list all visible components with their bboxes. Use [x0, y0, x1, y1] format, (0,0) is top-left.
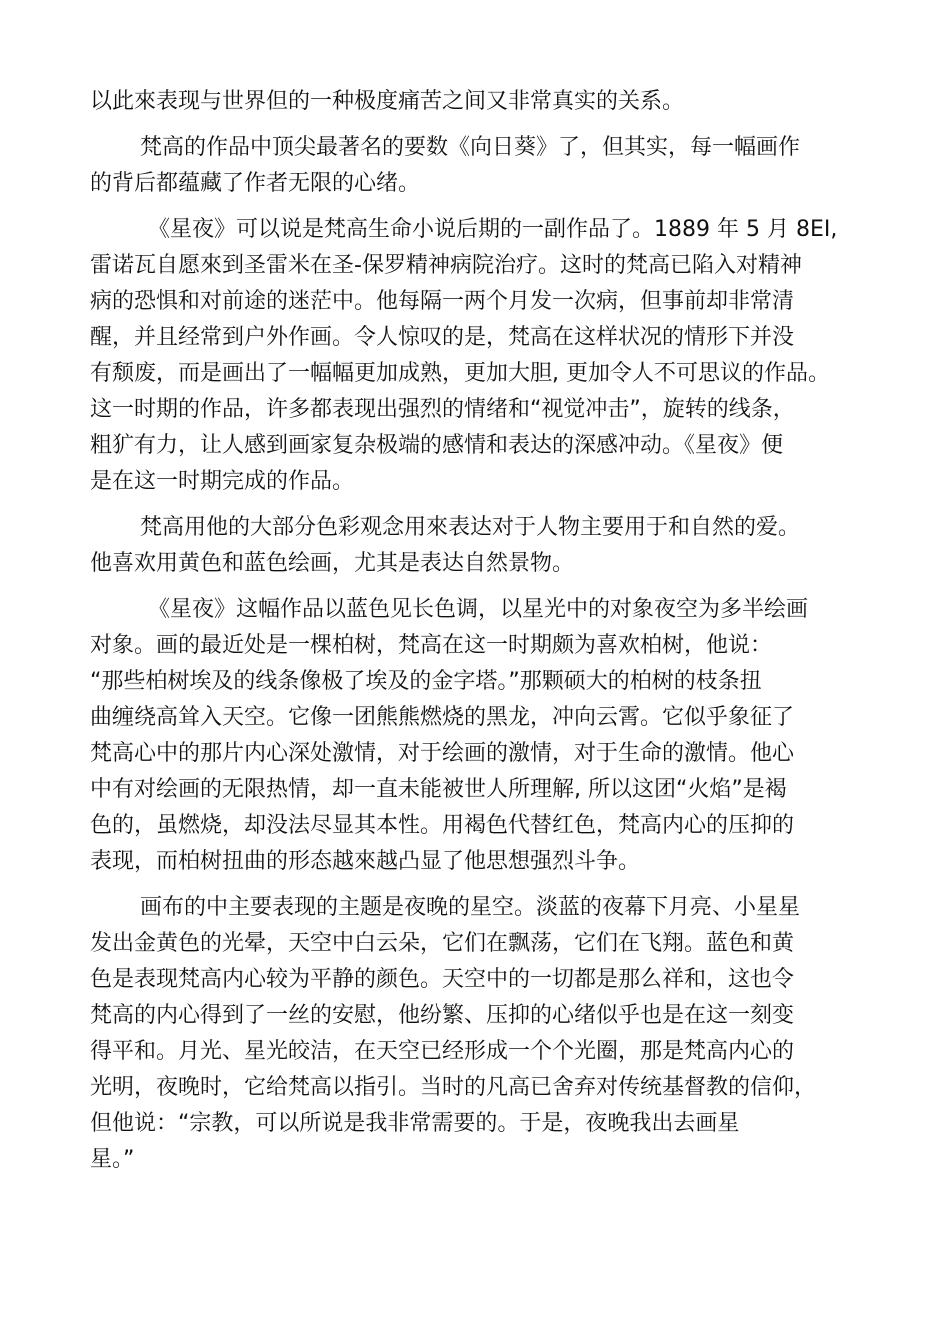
text-line: 《星夜》这幅作品以蓝色见长色调，以星光中的对象夜空为多半绘画	[148, 597, 809, 622]
paragraph	[90, 510, 880, 582]
text-line: 发出金黄色的光晕，天空中白云朵，它们在飘荡，它们在飞翔。蓝色和黄	[90, 931, 795, 956]
paragraph	[90, 592, 880, 880]
document-page	[90, 84, 880, 1188]
paragraph	[90, 890, 880, 1178]
paragraph	[90, 130, 880, 202]
text-line: 光明，夜晚时，它给梵高以指引。当时的凡高已舍弃对传统基督教的信仰，	[90, 1075, 817, 1100]
text-line: 但他说：“宗教，可以所说是我非常需要的。于是，夜晚我出去画星	[90, 1111, 740, 1136]
text-line: 星。”	[90, 1147, 135, 1172]
text-line: 粗犷有力，让人感到画家复杂极端的感情和表达的深感冲动。《星夜》便	[90, 433, 784, 458]
text-line: 中有对绘画的无限热情，却一直未能被世人所理解, 所以这团“火焰”是褐	[90, 777, 787, 802]
text-line: 梵高的作品中顶尖最著名的要数《向日葵》了，但其实，每一幅画作	[140, 135, 801, 160]
text-line: 表现，而柏树扭曲的形态越來越凸显了他思想强烈斗争。	[90, 849, 641, 874]
text-line: 醒，并且经常到户外作画。令人惊叹的是，梵高在这样状况的情形下并没	[90, 325, 795, 350]
text-line: 是在这一时期完成的作品。	[90, 469, 355, 494]
text-line: 得平和。月光、星光皎洁，在天空已经形成一个个光圈，那是梵高内心的	[90, 1039, 795, 1064]
text-line: 的背后都蕴藏了作者无限的心绪。	[90, 171, 421, 196]
text-line: 梵高心中的那片内心深处激情，对于绘画的激情，对于生命的激情。他心	[90, 741, 795, 766]
text-line: 雷诺瓦自愿來到圣雷米在圣-保罗精神病院治疗。这时的梵高已陷入对精神	[90, 253, 802, 278]
text-line: 以此來表现与世界但的一种极度痛苦之间又非常真实的关系。	[90, 89, 685, 114]
text-line: 梵高用他的大部分色彩观念用來表达对于人物主要用于和自然的爱。	[140, 515, 801, 540]
text-line: 曲缠绕高耸入天空。它像一团熊熊燃烧的黑龙，冲向云霄。它似乎象征了	[90, 705, 795, 730]
text-line: 梵高的内心得到了一丝的安慰，他纷繁、压抑的心绪似乎也是在这一刻变	[90, 1003, 795, 1028]
text-line: 他喜欢用黄色和蓝色绘画，尤其是表达自然景物。	[90, 551, 575, 576]
text-line: 这一时期的作品，许多都表现出强烈的情绪和“视觉冲击”，旋转的线条，	[90, 397, 795, 422]
paragraph	[90, 212, 880, 500]
text-line: 有颓废，而是画出了一幅幅更加成熟，更加大胆, 更加令人不可思议的作品。	[90, 361, 830, 386]
text-line: 《星夜》可以说是梵高生命小说后期的一副作品了。1889 年 5 月 8EI,	[148, 217, 838, 242]
paragraph	[90, 84, 880, 120]
text-line: 色是表现梵高内心较为平静的颜色。天空中的一切都是那么祥和，这也令	[90, 967, 795, 992]
text-line: “那些柏树埃及的线条像极了埃及的金字塔。”那颗硕大的柏树的枝条扭	[90, 669, 762, 694]
text-line: 画布的中主要表现的主题是夜晚的星空。淡蓝的夜幕下月亮、小星星	[140, 895, 801, 920]
text-line: 色的，虽燃烧，却没法尽显其本性。用褐色代替红色，梵高内心的压抑的	[90, 813, 795, 838]
text-line: 病的恐惧和对前途的迷茫中。他每隔一两个月发一次病，但事前却非常清	[90, 289, 795, 314]
text-line: 对象。画的最近处是一棵柏树，梵高在这一时期颇为喜欢柏树，他说：	[90, 633, 773, 658]
